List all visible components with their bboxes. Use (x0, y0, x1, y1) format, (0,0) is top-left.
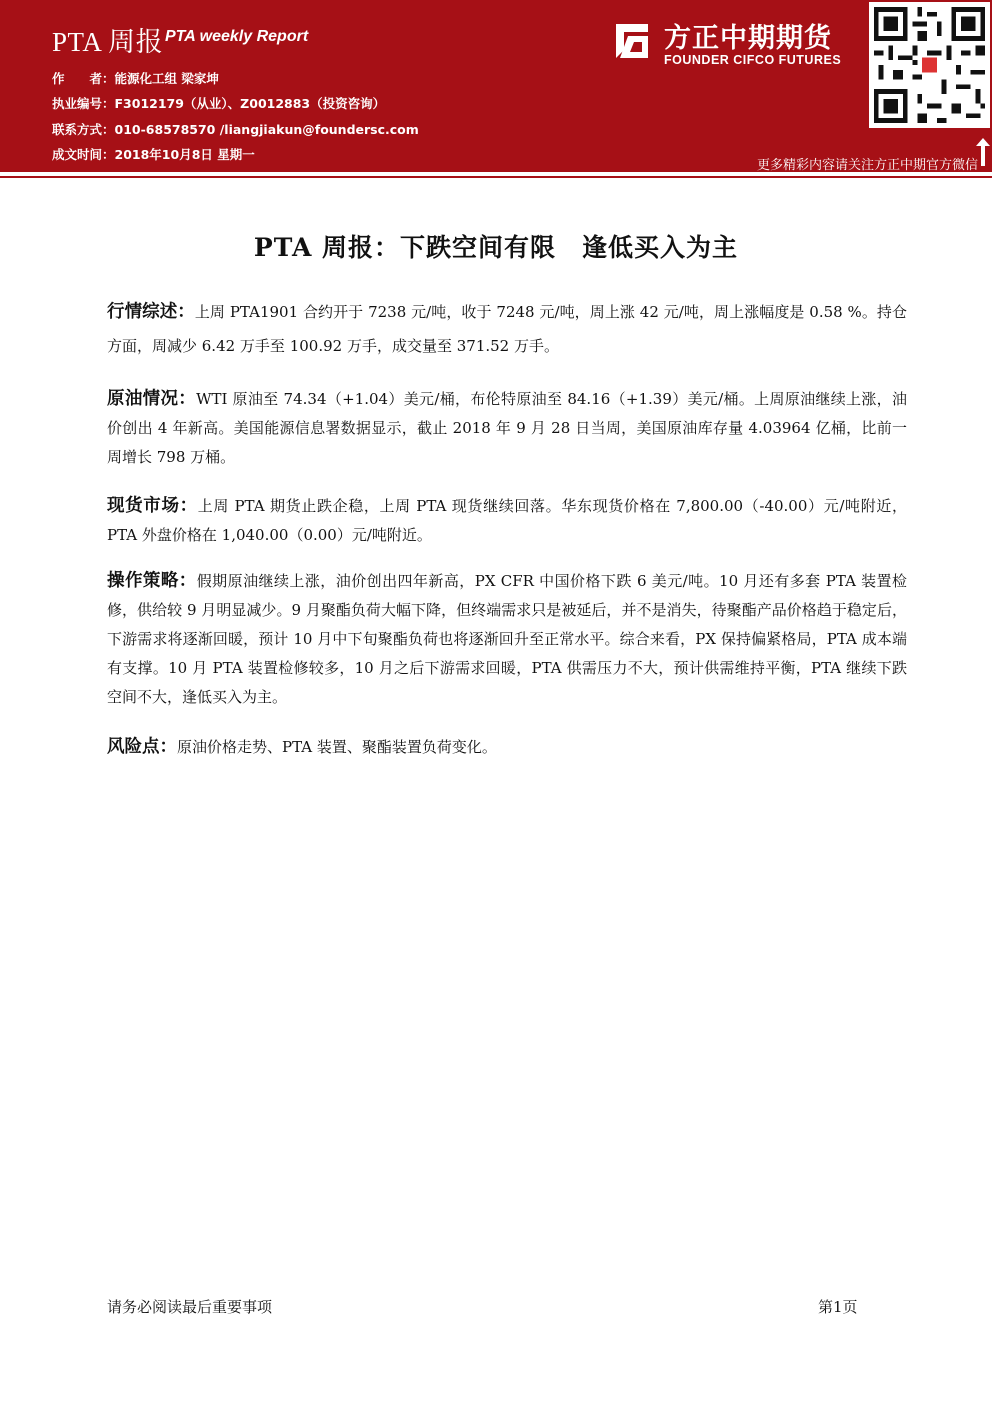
section-crude-oil (107, 385, 907, 472)
meta-author-label: 作 者： (52, 71, 115, 86)
section-text: 原油价格走势、PTA 装置、聚酯装置负荷变化。 (177, 738, 497, 756)
meta-license-value: F3012179（从业）、Z0012883（投资咨询） (114, 96, 386, 111)
meta-contact-value[interactable]: 010-68578570 /liangjiakun@foundersc.com (114, 122, 419, 137)
header-divider (0, 176, 992, 178)
section-market-summary (107, 295, 907, 363)
section-heading: 现货市场： (107, 496, 198, 516)
meta-license (52, 94, 385, 112)
follow-wechat-note: 更多精彩内容请关注方正中期官方微信 (756, 158, 978, 173)
section-heading: 风险点： (107, 737, 177, 757)
document-title: PTA 周报：下跌空间有限 逢低买入为主 (253, 233, 739, 262)
meta-contact-label: 联系方式： (52, 122, 115, 137)
meta-author-value: 能源化工组 梁家坤 (114, 71, 219, 86)
section-spot-market (107, 492, 907, 550)
founder-logo-icon (610, 20, 652, 62)
section-risk (107, 733, 907, 762)
section-text: WTI 原油至 74.34（+1.04）美元/桶，布伦特原油至 84.16（+1.39）美元/桶。上周原油继续上涨，油价创出 4 年新高。美国能源信息署数据显示，截止 2018 年 9 月 28 日当周，美国原油库存量 4.03964 亿桶，比前一周增长 798 万桶。 (107, 390, 907, 466)
wechat-qr-code[interactable] (869, 2, 990, 128)
meta-license-label: 执业编号： (52, 96, 115, 111)
meta-author (52, 69, 219, 87)
section-strategy (107, 567, 907, 712)
company-name-cn: 方正中期期货 (664, 23, 832, 54)
section-heading: 行情综述： (107, 302, 195, 322)
section-text: 假期原油继续上涨，油价创出四年新高，PX CFR 中国价格下跌 6 美元/吨。10 月还有多套 PTA 装置检修，供给较 9 月明显减少。9 月聚酯负荷大幅下降，但终端需求只是被延后，并不是消失，待聚酯产品价格趋于稳定后，下游需求将逐渐回暖，预计 10 月中下旬聚酯负荷也将逐渐回升至正常水平。综合来看，PX 保持偏紧格局，PTA 成本端有支撑。10 月 PTA 装置检修较多，10 月之后下游需求回暖，PTA 供需压力不大，预计供需维持平衡，PTA 继续下跌空间不大，逢低买入为主。 (107, 572, 908, 706)
arrow-up-icon (976, 138, 990, 166)
page-number: 第1页 (818, 1298, 858, 1316)
company-name-en: FOUNDER CIFCO FUTURES (664, 53, 842, 67)
section-text: 上周 PTA1901 合约开于 7238 元/吨，收于 7248 元/吨，周上涨 42 元/吨，周上涨幅度是 0.58 %。持仓方面，周减少 6.42 万手至 100.92 万手，成交量至 371.52 万手。 (107, 303, 908, 355)
meta-date (52, 145, 255, 163)
section-heading: 操作策略： (107, 571, 197, 591)
footer-notice: 请务必阅读最后重要事项 (107, 1298, 273, 1316)
section-text: 上周 PTA 期货止跌企稳，上周 PTA 现货继续回落。华东现货价格在 7,800.00（-40.00）元/吨附近，PTA 外盘价格在 1,040.00（0.00）元/吨附近。 (107, 497, 907, 544)
report-title-en: PTA weekly Report (165, 28, 309, 45)
meta-contact (52, 120, 419, 138)
report-title: PTA 周报 (52, 27, 164, 57)
meta-date-label: 成文时间： (52, 147, 115, 162)
meta-date-value: 2018年10月8日 星期一 (114, 147, 255, 162)
section-heading: 原油情况： (107, 389, 197, 409)
header-banner (0, 0, 992, 172)
